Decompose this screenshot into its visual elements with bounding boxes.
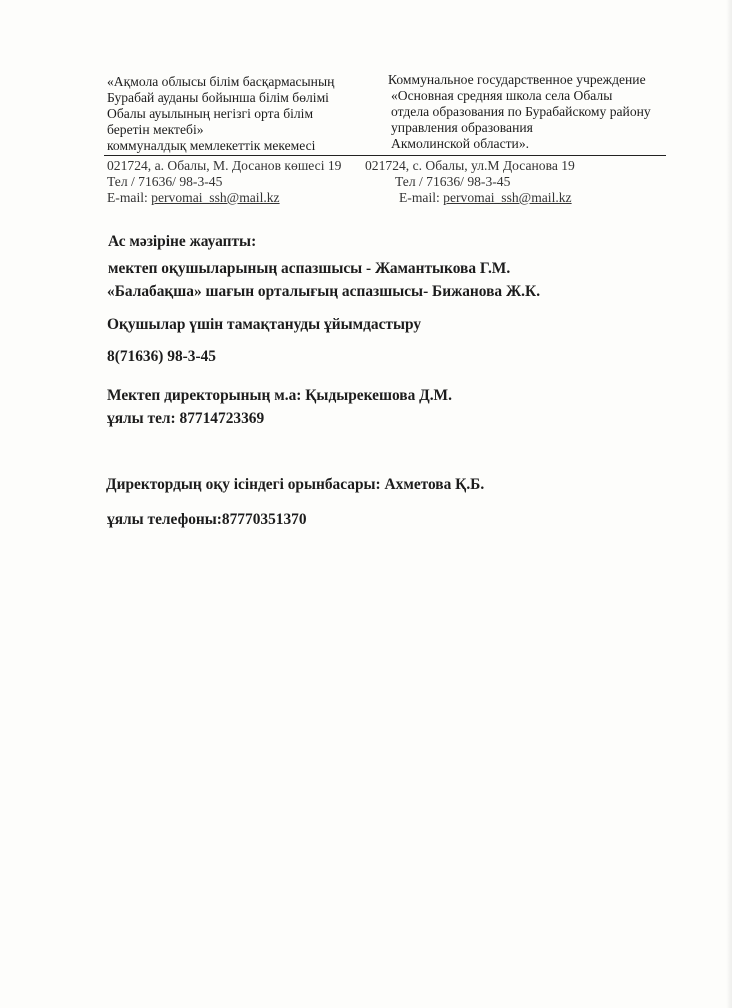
header-kazakh-line: коммуналдық мемлекеттік мекемесі — [107, 138, 316, 153]
header-russian-line: «Основная средняя школа села Обалы — [391, 88, 613, 103]
header-kazakh-line: «Ақмола облысы білім басқармасының — [107, 74, 335, 89]
header-russian-line: отдела образования по Бурабайскому району — [391, 104, 651, 119]
header-russian-line: Коммунальное государственное учреждение — [388, 72, 646, 87]
school-cook: мектеп оқушыларының аспазшысы - Жамантыкова Г.М. — [108, 260, 511, 277]
menu-responsible-heading: Ас мәзіріне жауапты: — [108, 233, 257, 250]
contact-kazakh — [107, 158, 341, 206]
main-phone: 8(71636) 98-3-45 — [107, 348, 216, 365]
address-russian: 021724, с. Обалы, ул.М Досанова 19 — [365, 158, 575, 173]
phone-russian: Тел / 71636/ 98-3-45 — [395, 174, 511, 189]
email-link-kazakh[interactable]: pervomai_ssh@mail.kz — [151, 190, 280, 205]
contact-russian — [365, 158, 575, 206]
kindergarten-cook: «Балабақша» шағын орталығың аспазшысы- Бижанова Ж.К. — [107, 283, 541, 300]
address-kazakh: 021724, а. Обалы, М. Досанов көшесі 19 — [107, 158, 342, 173]
header-russian — [388, 72, 651, 152]
header-russian-line: Акмолинской области». — [391, 136, 530, 151]
header-kazakh-line: Бурабай ауданы бойынша білім бөлімі — [107, 90, 329, 105]
email-label: E-mail: — [399, 190, 444, 205]
scan-edge-shadow — [726, 0, 732, 1008]
director-mobile: ұялы тел: 87714723369 — [107, 410, 265, 427]
email-label: E-mail: — [107, 190, 152, 205]
phone-kazakh: Тел / 71636/ 98-3-45 — [107, 174, 223, 189]
email-russian-row — [365, 190, 575, 206]
header-kazakh-line: беретін мектебі» — [107, 122, 204, 137]
header-kazakh — [107, 74, 334, 154]
deputy-director: Директордың оқу ісіндегі орынбасары: Ахметова Қ.Б. — [106, 476, 485, 493]
header-divider — [104, 155, 666, 156]
header-russian-line: управления образования — [391, 120, 533, 135]
header-kazakh-line: Обалы ауылының негізгі орта білім — [107, 106, 314, 121]
email-kazakh-row — [107, 190, 341, 206]
nutrition-organization: Оқушылар үшін тамақтануды ұйымдастыру — [107, 316, 422, 333]
email-link-russian[interactable]: pervomai_ssh@mail.kz — [443, 190, 572, 205]
deputy-mobile: ұялы телефоны:87770351370 — [107, 511, 307, 528]
acting-director: Мектеп директорының м.а: Қыдырекешова Д.М. — [107, 387, 452, 404]
